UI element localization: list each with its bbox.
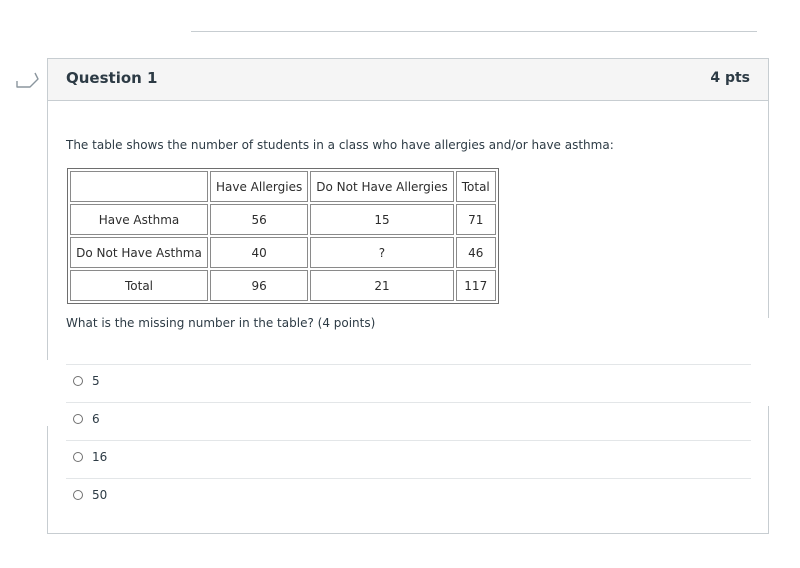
radio-button[interactable] (73, 376, 83, 386)
table-row-label: Total (70, 270, 208, 301)
table-row-label: Have Asthma (70, 204, 208, 235)
table-cell: 40 (210, 237, 308, 268)
table-header-row (70, 171, 496, 202)
two-way-table (67, 168, 499, 304)
table-header-cell: Total (456, 171, 496, 202)
answer-option-50[interactable] (66, 479, 751, 516)
answer-option-5[interactable] (66, 365, 751, 402)
question-card (47, 58, 769, 534)
table-cell: 71 (456, 204, 496, 235)
flag-question-icon[interactable] (16, 68, 40, 90)
table-header-cell (70, 171, 208, 202)
top-divider (191, 31, 757, 32)
table-header-cell: Have Allergies (210, 171, 308, 202)
question-title: Question 1 (66, 69, 158, 87)
radio-button[interactable] (73, 452, 83, 462)
table-cell: 117 (456, 270, 496, 301)
question-header (48, 59, 768, 101)
table-header-cell: Do Not Have Allergies (310, 171, 453, 202)
card-border (768, 58, 769, 318)
card-border (47, 58, 48, 360)
answer-label: 50 (92, 488, 108, 502)
table-row (70, 204, 496, 235)
table-row-label: Do Not Have Asthma (70, 237, 208, 268)
answer-label: 16 (92, 450, 108, 464)
card-border (47, 533, 769, 534)
radio-button[interactable] (73, 414, 83, 424)
table-cell: 15 (310, 204, 453, 235)
table-cell: 21 (310, 270, 453, 301)
table-row (70, 270, 496, 301)
card-border (47, 426, 48, 534)
answer-label: 6 (92, 412, 100, 426)
table-cell: 56 (210, 204, 308, 235)
radio-button[interactable] (73, 490, 83, 500)
question-text: The table shows the number of students in a class who have allergies and/or have asthma: (66, 138, 614, 152)
answer-label: 5 (92, 374, 100, 388)
table-cell: 46 (456, 237, 496, 268)
table-row (70, 237, 496, 268)
card-border (768, 406, 769, 534)
answer-list (66, 364, 751, 516)
question-prompt: What is the missing number in the table? (4 points) (66, 316, 376, 330)
table-cell: ? (310, 237, 453, 268)
answer-option-16[interactable] (66, 441, 751, 478)
answer-option-6[interactable] (66, 403, 751, 440)
question-points: 4 pts (710, 70, 750, 86)
table-cell: 96 (210, 270, 308, 301)
